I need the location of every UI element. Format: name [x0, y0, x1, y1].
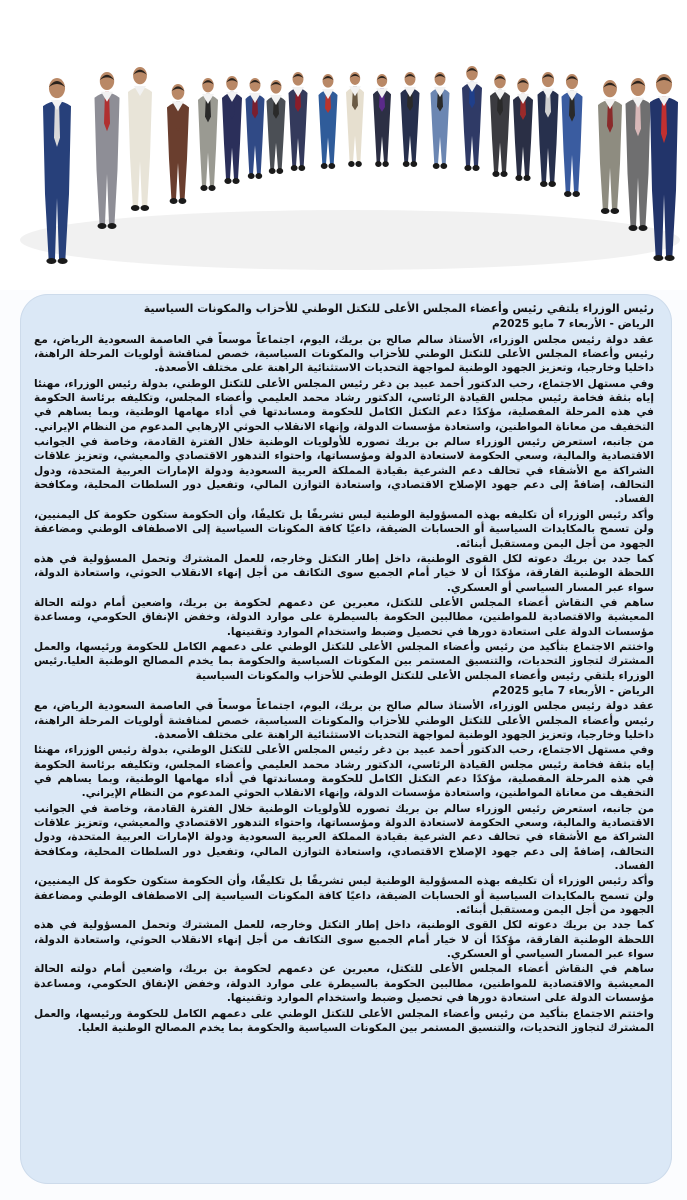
article-paragraph: ساهم في النقاش أعضاء المجلس الأعلى للتكتل، معبرين عن دعمهم لحكومة بن بريك، واضعين أمام دولته الحالة المعيشية والاقتصادية للمواطنين، مطالبين الحكومة بالسيطرة على موارد الدولة، وخفض الإنفاق الحكومي، ومساعدة مؤسسات الدولة على استعادة دورها في تحصيل وضبط واستخدام الموارد وتقنينها. [34, 963, 654, 1005]
article-paragraph: كما جدد بن بريك دعوته لكل القوى الوطنية، داخل إطار التكتل وخارجه، للعمل المشترك وتحمل المسؤولية في هذه اللحظة الوطنية الفارقة، مؤكدًا أن لا خيار أمام الجميع سوى التكاتف من أجل إنهاء الانقلاب الحوثي، واستعادة الدولة، سواء عبر المسار السياسي أو العسكري. [34, 552, 654, 594]
article-paragraph: وفي مستهل الاجتماع، رحب الدكتور أحمد عبيد بن دغر رئيس المجلس الأعلى للتكتل الوطني، بدولة رئيس الوزراء، مهنئا إياه بثقة فخامة رئيس مجلس القيادة الرئاسي، الدكتور رشاد محمد العليمي وأعضاء المجلس، وتكليفه برئاسة الحكومة في هذه المرحلة المفصلية، مؤكدًا دعم التكتل الكامل للحكومة ومساندتها في أداء مهامها الوطنية، وبما يساهم في التخفيف من معاناة المواطنين، واستعادة مؤسسات الدولة، وإنهاء الانقلاب الحوثي المدعوم من النظام الإيراني. [34, 744, 654, 800]
article-paragraph: من جانبه، استعرض رئيس الوزراء سالم بن بريك تصوره للأولويات الوطنية خلال الفترة القادمة، وخاصة في الجوانب الاقتصادية والمالية، وسعي الحكومة لاستعادة الدولة ومؤسساتها، واحتواء التدهور الاقتصادي والمعيشي، وتعزيز علاقات الشراكة مع الأشقاء في تحالف دعم الشرعية بقيادة المملكة العربية السعودية ودولة الإمارات العربية المتحدة، ودول التحالف، إضافةً إلى دعم جهود الإصلاح الاقتصادي، واستعادة التوازن المالي، وتفعيل دور السلطات المحلية، ومكافحة الفساد. [34, 802, 654, 873]
article-dateline-repeat: الرياض - الأربعاء 7 مايو 2025م [491, 684, 654, 697]
article-paragraph: ساهم في النقاش أعضاء المجلس الأعلى للتكتل، معبرين عن دعمهم لحكومة بن بريك، واضعين أمام دولته الحالة المعيشية والاقتصادية للمواطنين، مطالبين الحكومة بالسيطرة على موارد الدولة، وخفض الإنفاق الحكومي، ومساعدة مؤسسات الدولة على استعادة دورها في تحصيل وضبط واستخدام الموارد وتقنينها. [34, 596, 654, 638]
group-photo-illustration [0, 0, 687, 290]
article-headline: رئيس الوزراء يلتقي رئيس وأعضاء المجلس الأعلى للتكتل الوطني للأحزاب والمكونات السياسية [143, 302, 654, 315]
article-paragraph: عقد دولة رئيس مجلس الوزراء، الأستاذ سالم صالح بن بريك، اليوم، اجتماعاً موسعاً في العاصمة السعودية الرياض، مع رئيس وأعضاء المجلس الأعلى للتكتل الوطني للأحزاب والمكونات السياسية، خصص لمناقشة أولويات المرحلة الراهنة، داخليا وخارجيا، وتعزيز الجهود الوطنية لمواجهة التحديات الاستثنائية الراهنة على مختلف الأصعدة. [34, 700, 654, 741]
article-paragraph: وفي مستهل الاجتماع، رحب الدكتور أحمد عبيد بن دغر رئيس المجلس الأعلى للتكتل الوطني، بدولة رئيس الوزراء، مهنئا إياه بثقة فخامة رئيس مجلس القيادة الرئاسي، الدكتور رشاد محمد العليمي وأعضاء المجلس، وتكليفه برئاسة الحكومة في هذه المرحلة المفصلية، مؤكدًا دعم التكتل الكامل للحكومة ومساندتها في أداء مهامها الوطنية، وبما يساهم في التخفيف من معاناة المواطنين، واستعادة مؤسسات الدولة، وإنهاء الانقلاب الحوثي الإرهابي المدعوم من النظام الإيراني. [34, 377, 654, 433]
article-paragraph: وأكد رئيس الوزراء أن تكليفه بهذه المسؤولية الوطنية ليس تشريفًا بل تكليفًا، وأن الحكومة ستكون حكومة كل اليمنيين، ولن تسمح بالمكايدات السياسية أو الحسابات الضيقة، داعيًا كافة المكونات السياسية إلى الاصطفاف الوطني ومضاعفة الجهود من أجل اليمن ومستقبل أبنائه. [34, 508, 654, 550]
article-paragraph: كما جدد بن بريك دعوته لكل القوى الوطنية، داخل إطار التكتل وخارجه، للعمل المشترك وتحمل المسؤولية في هذه اللحظة الوطنية الفارقة، مؤكدًا أن لا خيار أمام الجميع سوى التكاتف من أجل إنهاء الانقلاب الحوثي، واستعادة الدولة، سواء عبر المسار السياسي أو العسكري. [34, 919, 654, 961]
article-card [20, 294, 672, 1184]
article-paragraph: واختتم الاجتماع بتأكيد من رئيس وأعضاء المجلس الأعلى للتكتل الوطني على دعمهم الكامل للحكومة ورئيسها، والعمل المشترك لتجاوز التحديات، والتنسيق المستمر بين المكونات السياسية والحكومة بما يخدم المصالح الوطنية العليا. [34, 1007, 654, 1034]
article-paragraph: واختتم الاجتماع بتأكيد من رئيس وأعضاء المجلس الأعلى للتكتل الوطني على دعمهم الكامل للحكومة ورئيسها، والعمل المشترك لتجاوز التحديات، والتنسيق المستمر بين المكونات السياسية والحكومة بما يخدم المصالح الوطنية العليا.رئيس الوزراء يلتقي رئيس وأعضاء المجلس الأعلى للتكتل الوطني للأحزاب والمكونات السياسية [34, 640, 654, 682]
article-dateline: الرياض - الأربعاء 7 مايو 2025م [491, 318, 654, 331]
article-paragraph: وأكد رئيس الوزراء أن تكليفه بهذه المسؤولية الوطنية ليس تشريفًا بل تكليفًا، وأن الحكومة ستكون حكومة كل اليمنيين، ولن تسمح بالمكايدات السياسية أو الحسابات الضيقة، داعيًا كافة المكونات السياسية إلى الاصطفاف الوطني ومضاعفة الجهود من أجل اليمن ومستقبل أبنائه. [34, 875, 654, 917]
article-paragraph: من جانبه، استعرض رئيس الوزراء سالم بن بريك تصوره للأولويات الوطنية خلال الفترة القادمة، وخاصة في الجوانب الاقتصادية والمالية، وسعي الحكومة لاستعادة الدولة ومؤسساتها، واحتواء التدهور الاقتصادي والمعيشي، وتعزيز علاقات الشراكة مع الأشقاء في تحالف دعم الشرعية بقيادة المملكة العربية السعودية ودولة الإمارات العربية المتحدة، ودول التحالف، إضافةً إلى دعم جهود الإصلاح الاقتصادي، واستعادة التوازن المالي، وتفعيل دور السلطات المحلية، ومكافحة الفساد. [34, 436, 654, 506]
group-photo [0, 0, 687, 290]
article-paragraph: عقد دولة رئيس مجلس الوزراء، الأستاذ سالم صالح بن بريك، اليوم، اجتماعاً موسعاً في العاصمة السعودية الرياض، مع رئيس وأعضاء المجلس الأعلى للتكتل الوطني للأحزاب والمكونات السياسية، خصص لمناقشة أولويات المرحلة الراهنة، داخليا وخارجيا، وتعزيز الجهود الوطنية لمواجهة التحديات الاستثنائية الراهنة على مختلف الأصعدة. [34, 333, 654, 375]
article-text [20, 294, 672, 1035]
